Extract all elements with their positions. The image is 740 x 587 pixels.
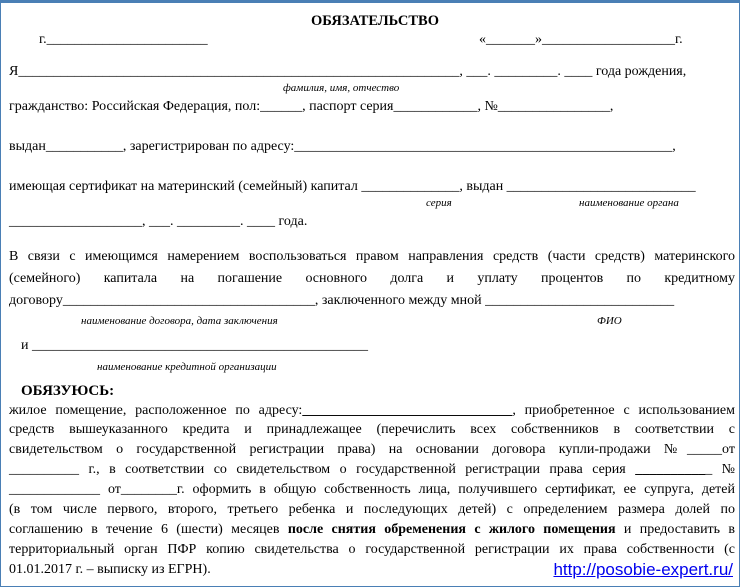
intro-line-2: (семейного) капитала на погашение основного долга и уплату процентов по кредитному [9, 271, 735, 286]
obligation-line-7: соглашению в течение 6 (шести) месяцев после снятия обременения с жилого помещения и предоставить в [9, 522, 736, 537]
caption-series: серия [426, 197, 452, 209]
intro-line-3: договору____________________________________, заключенного между мной ___________________________ [9, 293, 675, 308]
document-title: ОБЯЗАТЕЛЬСТВО [311, 13, 439, 29]
name-birth-line: Я_______________________________________________________________, ___. _________. ____ года рождения, [9, 64, 687, 79]
certificate-line: имеющая сертификат на материнский (семейный) капитал ______________, выдан ___________________________ [9, 179, 696, 194]
obligation-heading: ОБЯЗУЮСЬ: [21, 383, 115, 399]
obligation-line-2: средств вышеуказанного кредита и принадлежащее (перечислить всех собственников в соответствии с [9, 422, 735, 437]
obligation-line-3: свидетельством о государственной регистрации права) на основании договора купли-продажи №_____от [9, 442, 735, 457]
obligation-line-9: 01.01.2017 г. – выписку из ЕГРН). [9, 562, 211, 577]
caption-contract: наименование договора, дата заключения [81, 315, 278, 327]
caption-issuing-organ: наименование органа [579, 197, 679, 209]
source-website-link[interactable]: http://posobie-expert.ru/ [553, 560, 733, 579]
obligation-line-8: территориальный орган ПФР копию свидетельства о государственной регистрации их права собственности (с [9, 542, 735, 557]
city-field: г._______________________ [39, 32, 208, 47]
obligation-line-5: _____________ от________г. оформить в общую собственность лица, получившего сертификат, ее супруга, детей [9, 482, 735, 497]
caption-full-name: фамилия, имя, отчество [283, 82, 400, 94]
intro-line-1: В связи с имеющимся намерением воспользоваться правом направления средств (части средств) материнского [9, 249, 735, 264]
obligation-line-1: жилое помещение, расположенное по адресу:______________________________, приобретенное с использованием [9, 403, 735, 418]
obligation-line-4: __________ г., в соответствии со свидетельством о государственной регистрации права серия ___________ № [9, 462, 736, 477]
citizenship-passport-line: гражданство: Российская Федерация, пол:______, паспорт серия____________, №________________, [9, 99, 614, 114]
caption-fio-short: ФИО [597, 315, 622, 327]
issued-address-line: выдан___________, зарегистрирован по адресу:______________________________________________________, [9, 139, 676, 154]
date-field: «_______»___________________г. [479, 32, 683, 47]
caption-credit-organization: наименование кредитной организации [97, 361, 277, 373]
certificate-date-line: ___________________, ___. _________. ____ года. [9, 214, 308, 229]
credit-org-line: и ________________________________________________ [21, 338, 368, 353]
obligation-line-6: (в том числе первого, второго, третьего ребенка и последующих детей) с определением размера долей по [9, 502, 735, 517]
